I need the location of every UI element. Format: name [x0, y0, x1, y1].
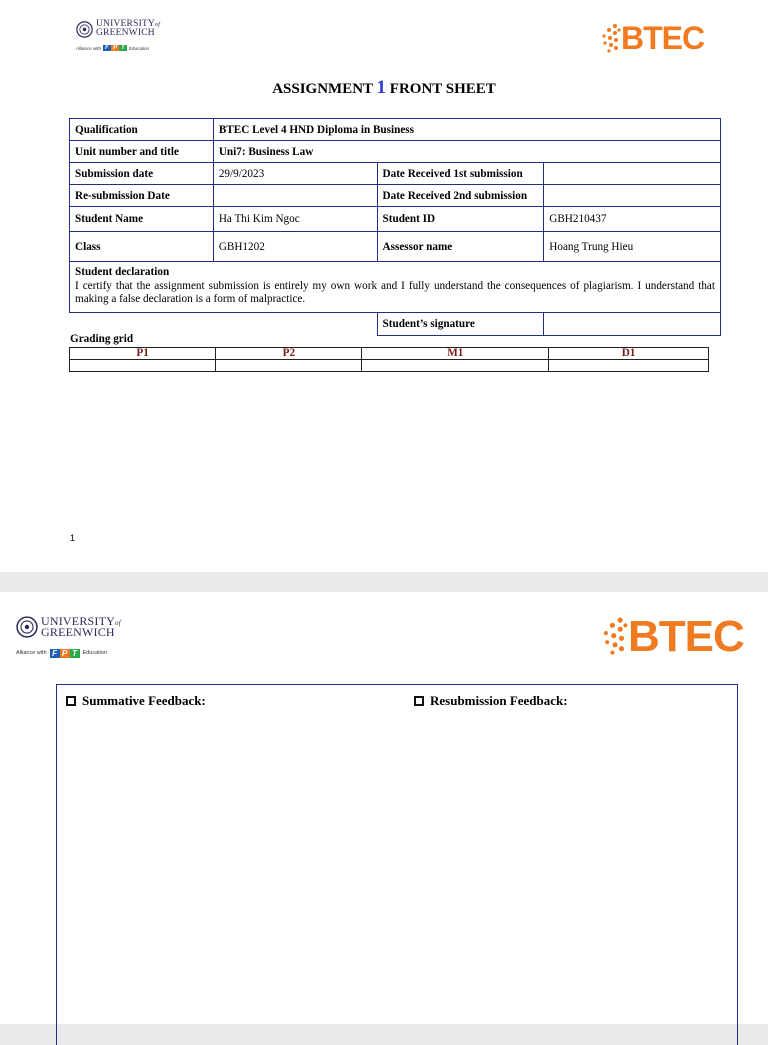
university-seal-icon — [16, 616, 38, 638]
student-name-label: Student Name — [70, 207, 214, 232]
grade-cell-m1[interactable] — [362, 360, 549, 372]
page-number: 1 — [70, 533, 76, 543]
summative-feedback-label: Summative Feedback: — [82, 693, 206, 708]
btec-dots-icon — [602, 614, 628, 660]
summative-feedback-checkbox[interactable] — [66, 696, 76, 706]
grade-cell-p2[interactable] — [216, 360, 362, 372]
class-label: Class — [70, 232, 214, 262]
unit-label: Unit number and title — [70, 141, 214, 163]
summative-feedback-heading — [66, 693, 206, 709]
student-name-value: Ha Thi Kim Ngoc — [213, 207, 377, 232]
date-received-1st-value — [544, 163, 721, 185]
unit-value: Uni7: Business Law — [213, 141, 720, 163]
table-row — [70, 207, 721, 232]
university-of-greenwich-logo: UNIVERSITYof GREENWICH Alliance with F P T Education — [76, 19, 161, 52]
grade-cell-p1[interactable] — [70, 360, 216, 372]
student-declaration — [70, 262, 721, 313]
submission-date-label: Submission date — [70, 163, 214, 185]
front-sheet-table — [69, 118, 721, 336]
class-value: GBH1202 — [213, 232, 377, 262]
grade-header-p2: P2 — [216, 348, 362, 360]
resubmission-date-label: Re-submission Date — [70, 185, 214, 207]
grade-header-m1: M1 — [362, 348, 549, 360]
table-row — [70, 262, 721, 313]
student-signature-field[interactable] — [544, 312, 721, 335]
grade-cell-d1[interactable] — [549, 360, 709, 372]
student-id-label: Student ID — [377, 207, 544, 232]
student-declaration-text: I certify that the assignment submission is entirely my own work and I fully understand the consequences of plagiarism. I understand that making a false declaration is a form of malpractice. — [75, 279, 715, 305]
resubmission-feedback-label: Resubmission Feedback: — [430, 693, 568, 708]
fpt-logo: F P T — [103, 45, 127, 51]
submission-date-value: 29/9/2023 — [213, 163, 377, 185]
page-title: ASSIGNMENT 1 FRONT SHEET — [272, 77, 496, 98]
table-row — [70, 360, 709, 372]
feedback-page — [0, 592, 768, 1024]
btec-logo: BTEC — [602, 612, 744, 662]
table-row — [70, 348, 709, 360]
qualification-label: Qualification — [70, 119, 214, 141]
grade-header-p1: P1 — [70, 348, 216, 360]
qualification-value: BTEC Level 4 HND Diploma in Business — [213, 119, 720, 141]
grading-grid — [69, 347, 709, 372]
assessor-name-value: Hoang Trung Hieu — [544, 232, 721, 262]
btec-logo: BTEC — [601, 20, 704, 57]
table-row — [70, 119, 721, 141]
resubmission-date-value — [213, 185, 377, 207]
student-signature-label: Student’s signature — [377, 312, 544, 335]
table-row — [70, 141, 721, 163]
fpt-logo: F P T — [50, 649, 80, 658]
signature-spacer — [70, 312, 378, 335]
table-row — [70, 185, 721, 207]
resubmission-feedback-heading — [414, 693, 568, 709]
assessor-name-label: Assessor name — [377, 232, 544, 262]
student-id-value: GBH210437 — [544, 207, 721, 232]
grading-grid-label: Grading grid — [70, 333, 134, 345]
grade-header-d1: D1 — [549, 348, 709, 360]
university-seal-icon — [76, 21, 93, 38]
table-row — [70, 232, 721, 262]
btec-dots-icon — [601, 22, 621, 56]
date-received-2nd-value — [544, 185, 721, 207]
university-of-greenwich-logo: UNIVERSITYof GREENWICH Alliance with F P T Education — [16, 614, 121, 658]
date-received-2nd-label: Date Received 2nd submission — [377, 185, 544, 207]
resubmission-feedback-checkbox[interactable] — [414, 696, 424, 706]
feedback-box — [56, 684, 738, 1045]
table-row — [70, 312, 721, 335]
date-received-1st-label: Date Received 1st submission — [377, 163, 544, 185]
table-row — [70, 163, 721, 185]
student-declaration-title: Student declaration — [75, 266, 170, 278]
